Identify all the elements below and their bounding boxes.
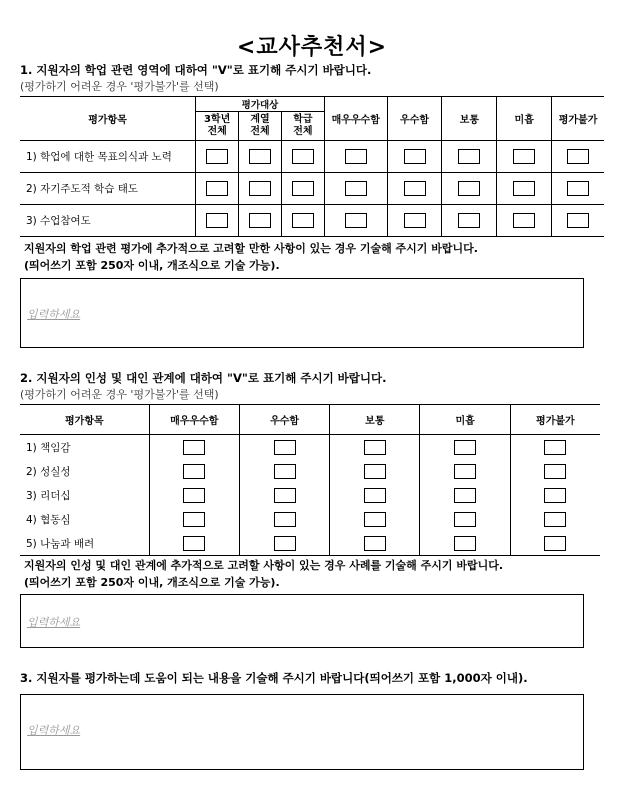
header-grade-good: 우수함 [387, 97, 442, 141]
academic-rating-table [20, 96, 604, 237]
character-rating-table [20, 404, 600, 556]
section1-subtext: (평가하기 어려운 경우 '평가불가'를 선택) [20, 80, 219, 93]
table-row [20, 173, 604, 205]
row-label: 5) 나눔과 배려 [20, 531, 149, 556]
checkbox[interactable] [513, 213, 535, 228]
checkbox[interactable] [364, 536, 386, 551]
table-row [20, 435, 600, 460]
header-grade-unable: 평가불가 [552, 97, 604, 141]
checkbox[interactable] [274, 536, 296, 551]
checkbox[interactable] [458, 149, 480, 164]
section3-placeholder: 입력하세요 [27, 724, 81, 737]
checkbox[interactable] [183, 488, 205, 503]
checkbox[interactable] [274, 464, 296, 479]
checkbox[interactable] [345, 213, 367, 228]
section2-note-line1: 지원자의 인성 및 대인 관계에 추가적으로 고려할 사항이 있는 경우 사례를 기술해 주시기 바랍니다. [24, 559, 503, 572]
table-row [20, 483, 600, 507]
checkbox[interactable] [513, 181, 535, 196]
row-label: 4) 협동심 [20, 507, 149, 531]
checkbox[interactable] [206, 181, 228, 196]
checkbox[interactable] [544, 464, 566, 479]
table-row [20, 459, 600, 483]
checkbox[interactable] [513, 149, 535, 164]
section1-question: 1. 지원자의 학업 관련 영역에 대하여 "V"로 표기해 주시기 바랍니다. [20, 63, 372, 77]
checkbox[interactable] [454, 488, 476, 503]
checkbox[interactable] [249, 181, 271, 196]
table-row [20, 531, 600, 556]
section3-text-input[interactable] [20, 694, 584, 770]
checkbox[interactable] [206, 213, 228, 228]
section1-note-line1: 지원자의 학업 관련 평가에 추가적으로 고려할 만한 사항이 있는 경우 기술해 주시기 바랍니다. [24, 242, 478, 255]
checkbox[interactable] [292, 149, 314, 164]
row-label: 1) 학업에 대한 목표의식과 노력 [20, 141, 196, 173]
section2-note [24, 557, 503, 591]
header-grade-excellent: 매우우수함 [149, 405, 239, 435]
section2-placeholder: 입력하세요 [27, 616, 81, 629]
table-row [20, 141, 604, 173]
checkbox[interactable] [183, 512, 205, 527]
checkbox[interactable] [364, 440, 386, 455]
header-evaluation-item: 평가항목 [20, 405, 149, 435]
section1-placeholder: 입력하세요 [27, 308, 81, 321]
header-grade-poor: 미흡 [420, 405, 510, 435]
header-evaluation-item: 평가항목 [20, 97, 196, 141]
checkbox[interactable] [183, 440, 205, 455]
section2-note-line2: (띄어쓰기 포함 250자 이내, 개조식으로 기술 가능). [24, 576, 280, 589]
checkbox[interactable] [206, 149, 228, 164]
checkbox[interactable] [404, 213, 426, 228]
header-grade-excellent: 매우우수함 [324, 97, 387, 141]
table-row [20, 507, 600, 531]
checkbox[interactable] [404, 181, 426, 196]
header-grade-average: 보통 [330, 405, 420, 435]
row-label: 2) 자기주도적 학습 태도 [20, 173, 196, 205]
checkbox[interactable] [458, 181, 480, 196]
header-target-class: 학급 전체 [281, 112, 324, 141]
section3-question: 3. 지원자를 평가하는데 도움이 되는 내용을 기술해 주시기 바랍니다(띄어쓰기 포함 1,000자 이내). [20, 671, 528, 685]
checkbox[interactable] [364, 464, 386, 479]
section1-note [24, 240, 478, 274]
checkbox[interactable] [454, 440, 476, 455]
checkbox[interactable] [274, 512, 296, 527]
checkbox[interactable] [567, 181, 589, 196]
section2-text-input[interactable] [20, 594, 584, 648]
checkbox[interactable] [345, 181, 367, 196]
row-label: 3) 수업참여도 [20, 205, 196, 237]
checkbox[interactable] [404, 149, 426, 164]
checkbox[interactable] [183, 464, 205, 479]
checkbox[interactable] [183, 536, 205, 551]
header-evaluation-target: 평가대상 [196, 97, 325, 112]
row-label: 2) 성실성 [20, 459, 149, 483]
checkbox[interactable] [249, 213, 271, 228]
checkbox[interactable] [544, 488, 566, 503]
row-label: 1) 책임감 [20, 435, 149, 460]
checkbox[interactable] [567, 149, 589, 164]
row-label: 3) 리더십 [20, 483, 149, 507]
checkbox[interactable] [454, 536, 476, 551]
checkbox[interactable] [544, 536, 566, 551]
header-grade-unable: 평가불가 [510, 405, 600, 435]
checkbox[interactable] [274, 440, 296, 455]
checkbox[interactable] [292, 213, 314, 228]
checkbox[interactable] [292, 181, 314, 196]
checkbox[interactable] [454, 512, 476, 527]
checkbox[interactable] [544, 512, 566, 527]
checkbox[interactable] [249, 149, 271, 164]
section1-text-input[interactable] [20, 278, 584, 348]
header-target-grade3: 3학년 전체 [196, 112, 239, 141]
document-title: <교사추천서> [236, 35, 388, 60]
checkbox[interactable] [364, 488, 386, 503]
checkbox[interactable] [567, 213, 589, 228]
checkbox[interactable] [454, 464, 476, 479]
header-grade-poor: 미흡 [497, 97, 552, 141]
section2-subtext: (평가하기 어려운 경우 '평가불가'를 선택) [20, 388, 219, 401]
header-grade-good: 우수함 [239, 405, 329, 435]
checkbox[interactable] [458, 213, 480, 228]
checkbox[interactable] [274, 488, 296, 503]
header-target-track: 계열 전체 [239, 112, 282, 141]
checkbox[interactable] [544, 440, 566, 455]
table-row [20, 205, 604, 237]
checkbox[interactable] [345, 149, 367, 164]
section1-note-line2: (띄어쓰기 포함 250자 이내, 개조식으로 기술 가능). [24, 259, 280, 272]
header-grade-average: 보통 [442, 97, 497, 141]
section2-question: 2. 지원자의 인성 및 대인 관계에 대하여 "V"로 표기해 주시기 바랍니다. [20, 371, 387, 385]
checkbox[interactable] [364, 512, 386, 527]
